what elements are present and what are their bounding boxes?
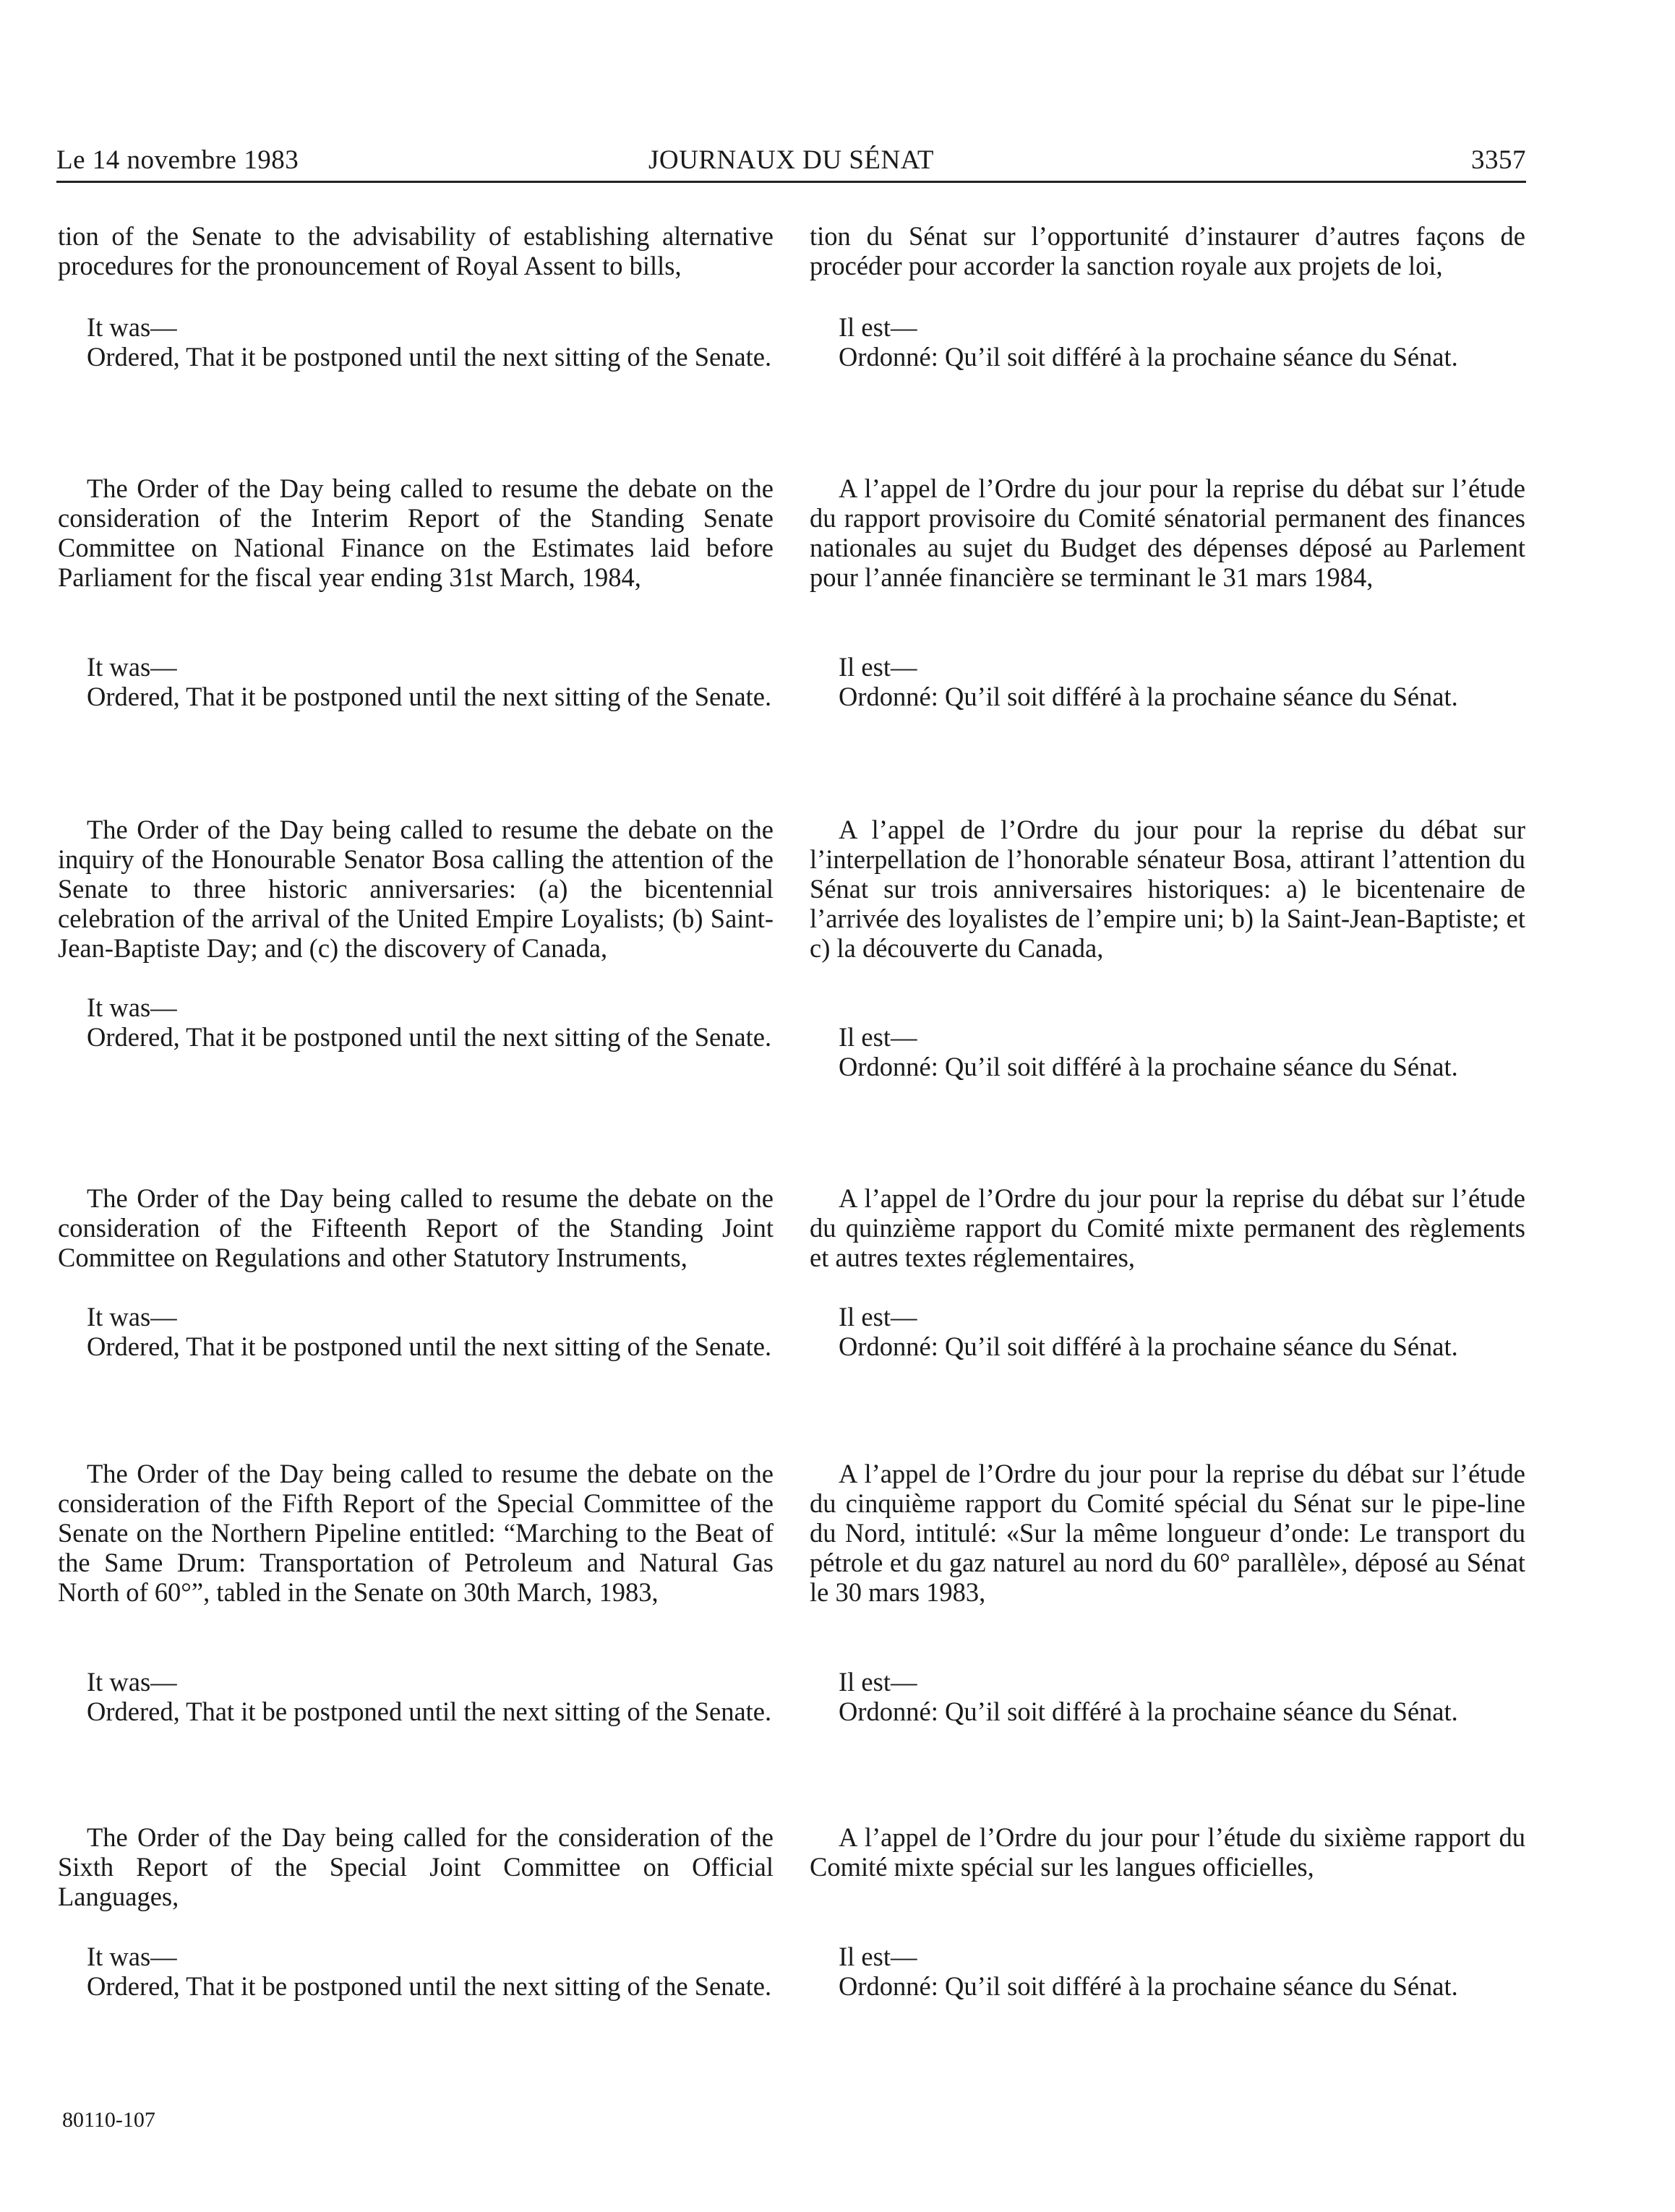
- en-paragraph: tion of the Senate to the advisability of establishing alternative procedures for the pronouncement of Royal Assent to bills,: [58, 221, 774, 280]
- en-order: Ordered, That it be postponed until the next sitting of the Senate.: [87, 1971, 772, 2001]
- page-number: 3357: [1471, 145, 1526, 175]
- en-paragraph: The Order of the Day being called to resume the debate on the consideration of the Interim Report of the Standing Senate Committee on National Finance on the Estimates laid before Parliament for the fiscal year ending 31st March, 1984,: [58, 473, 774, 592]
- fr-order: Ordonné: Qu’il soit différé à la prochaine séance du Sénat.: [839, 1332, 1458, 1361]
- fr-paragraph: A l’appel de l’Ordre du jour pour la reprise du débat sur l’étude du rapport provisoire du Comité sénatorial permanent des finances nationales au sujet du Budget des dépenses déposé au Parlement pour l’année financière se terminant le 31 mars 1984,: [810, 473, 1525, 592]
- document-code: 80110-107: [62, 2108, 155, 2132]
- en-paragraph: The Order of the Day being called to resume the debate on the consideration of the Fifteenth Report of the Standing Joint Committee on Regulations and other Statutory Instruments,: [58, 1183, 774, 1272]
- fr-status: Il est—: [839, 1942, 917, 1971]
- fr-order: Ordonné: Qu’il soit différé à la prochaine séance du Sénat.: [839, 1697, 1458, 1726]
- fr-paragraph: A l’appel de l’Ordre du jour pour la reprise du débat sur l’interpellation de l’honorable sénateur Bosa, attirant l’attention du Sénat sur trois anniversaires historiques: a) le bicentenaire de l’arrivée des loyalistes de l’empire uni; b) la Saint-Jean-Baptiste; et c) la découverte du Canada,: [810, 815, 1525, 963]
- en-status: It was—: [87, 1942, 177, 1971]
- en-order: Ordered, That it be postponed until the next sitting of the Senate.: [87, 342, 772, 372]
- fr-status: Il est—: [839, 652, 917, 682]
- fr-paragraph: A l’appel de l’Ordre du jour pour la reprise du débat sur l’étude du quinzième rapport du Comité mixte permanent des règlements et autres textes réglementaires,: [810, 1183, 1525, 1272]
- header-title: JOURNAUX DU SÉNAT: [648, 145, 934, 175]
- fr-status: Il est—: [839, 312, 917, 342]
- en-order: Ordered, That it be postponed until the next sitting of the Senate.: [87, 1332, 772, 1361]
- fr-order: Ordonné: Qu’il soit différé à la prochaine séance du Sénat.: [839, 1971, 1458, 2001]
- fr-order: Ordonné: Qu’il soit différé à la prochaine séance du Sénat.: [839, 682, 1458, 711]
- en-paragraph: The Order of the Day being called to resume the debate on the consideration of the Fifth Report of the Special Committee of the Senate on the Northern Pipeline entitled: “Marching to the Beat of the Same Drum: Transportation of Petroleum and Natural Gas North of 60°”, tabled in the Senate on 30th March, 1983,: [58, 1459, 774, 1607]
- en-status: It was—: [87, 993, 177, 1022]
- en-paragraph: The Order of the Day being called for the consideration of the Sixth Report of the Special Joint Committee on Official Languages,: [58, 1822, 774, 1911]
- fr-status: Il est—: [839, 1022, 917, 1052]
- en-order: Ordered, That it be postponed until the next sitting of the Senate.: [87, 1697, 772, 1726]
- en-status: It was—: [87, 312, 177, 342]
- en-status: It was—: [87, 1302, 177, 1332]
- en-status: It was—: [87, 1667, 177, 1697]
- fr-order: Ordonné: Qu’il soit différé à la prochaine séance du Sénat.: [839, 1052, 1458, 1081]
- en-order: Ordered, That it be postponed until the next sitting of the Senate.: [87, 1022, 772, 1052]
- en-paragraph: The Order of the Day being called to resume the debate on the inquiry of the Honourable Senator Bosa calling the attention of the Senate to three historic anniversaries: (a) the bicentennial celebration of the arrival of the United Empire Loyalists; (b) Saint-Jean-Baptiste Day; and (c) the discovery of Canada,: [58, 815, 774, 963]
- fr-status: Il est—: [839, 1667, 917, 1697]
- fr-paragraph: A l’appel de l’Ordre du jour pour la reprise du débat sur l’étude du cinquième rapport du Comité spécial du Sénat sur le pipe-line du Nord, intitulé: «Sur la même longueur d’onde: Le transport du pétrole et du gaz naturel au nord du 60° parallèle», déposé au Sénat le 30 mars 1983,: [810, 1459, 1525, 1607]
- running-header: [56, 145, 1526, 183]
- en-status: It was—: [87, 652, 177, 682]
- fr-order: Ordonné: Qu’il soit différé à la prochaine séance du Sénat.: [839, 342, 1458, 372]
- fr-paragraph: tion du Sénat sur l’opportunité d’instaurer d’autres façons de procéder pour accorder la sanction royale aux projets de loi,: [810, 221, 1525, 280]
- fr-status: Il est—: [839, 1302, 917, 1332]
- fr-paragraph: A l’appel de l’Ordre du jour pour l’étude du sixième rapport du Comité mixte spécial sur les langues officielles,: [810, 1822, 1525, 1882]
- header-date: Le 14 novembre 1983: [56, 145, 299, 175]
- en-order: Ordered, That it be postponed until the next sitting of the Senate.: [87, 682, 772, 711]
